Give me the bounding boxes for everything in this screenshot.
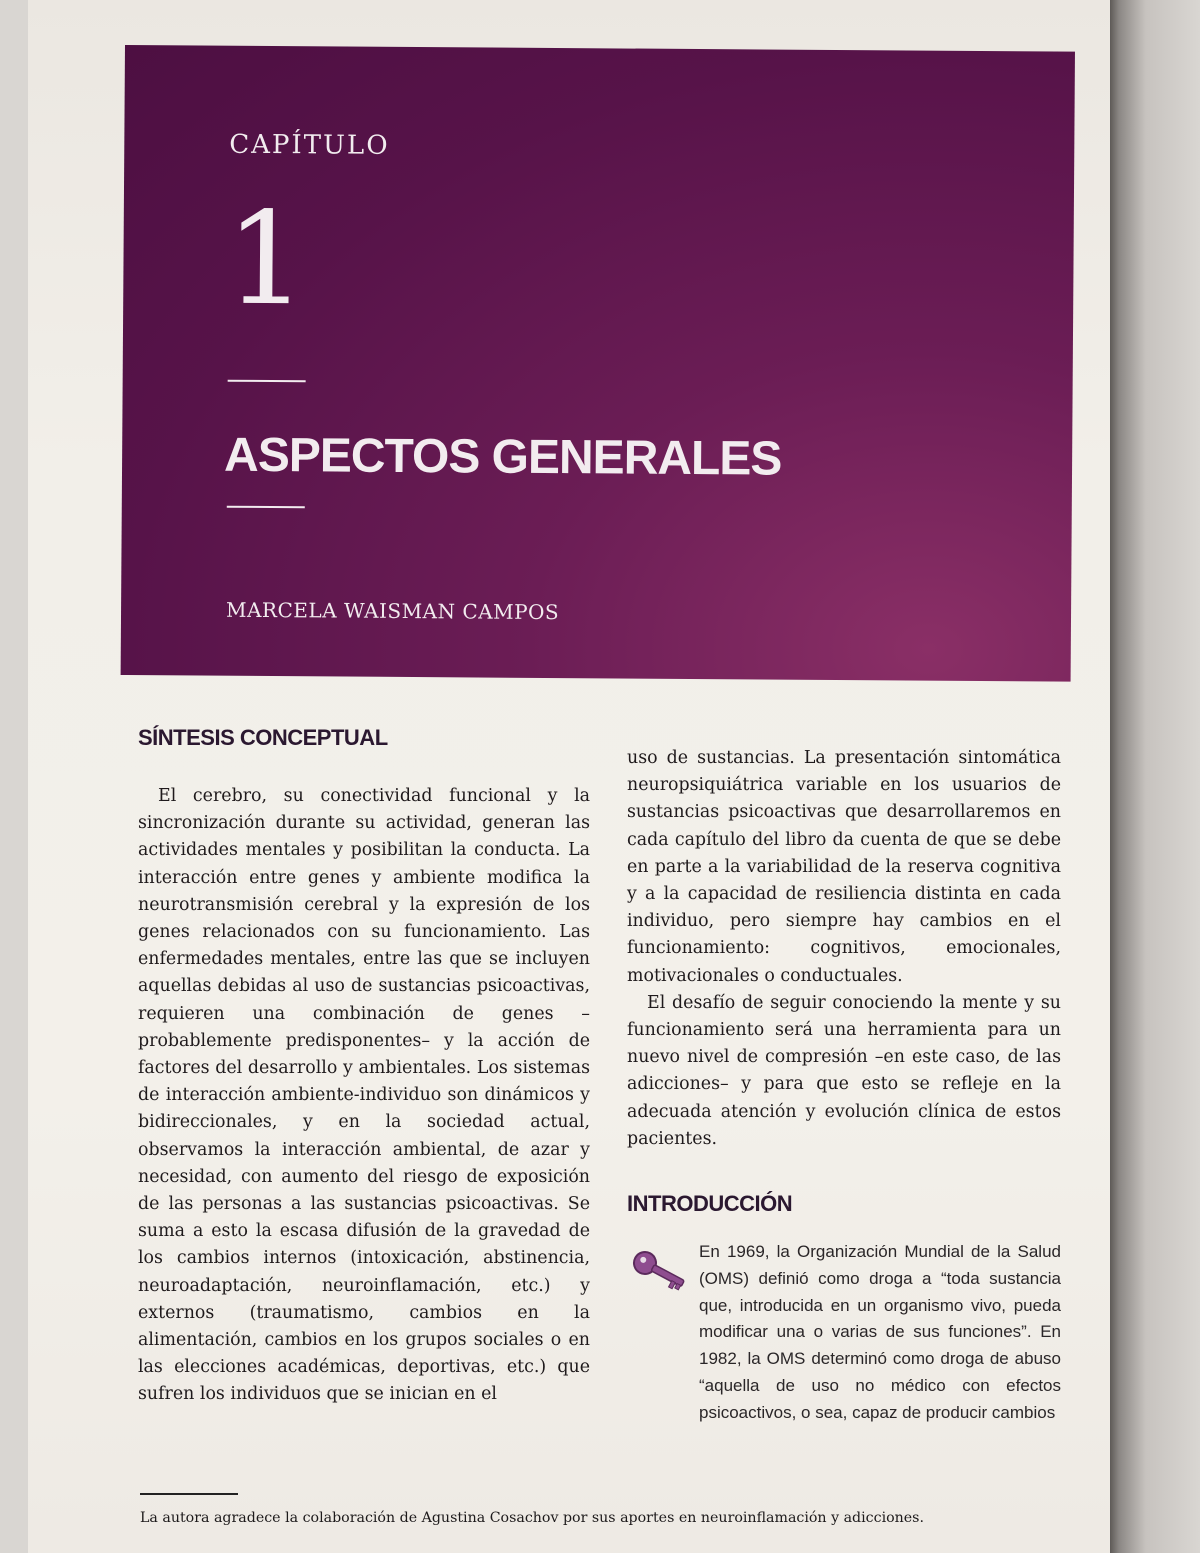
introduction-block (627, 1239, 1061, 1427)
left-column (138, 725, 590, 1409)
chapter-title: ASPECTOS GENERALES (223, 428, 782, 486)
title-rule-bottom (227, 506, 305, 509)
synthesis-paragraph-continued: uso de sustancias. La presentación sintomática neuropsiquiátrica variable en los usuarios de sustancias psicoactivas que desarrollaremos en cada capítulo del libro da cuenta de que se debe en parte a la variabilidad de la reserva cognitiva y a la capacidad de resiliencia distinta en cada individuo, pero siempre hay cambios en el funcionamiento: cognitivos, emocionales, motivacionales o conductuales. (627, 748, 1061, 986)
synthesis-heading: SÍNTESIS CONCEPTUAL (138, 725, 388, 750)
synthesis-paragraph-left: El cerebro, su conectividad funcional y la sincronización durante su actividad, generan las actividades mentales y posibilitan la conducta. La interacción entre genes y ambiente modifica la neurotransmisión cerebral y la expresión de los genes relacionados con su funcionamiento. Las enfermedades mentales, entre las que se incluyen aquellas debidas al uso de sustancias psicoactivas, requieren una combinación de genes –probablemente predisponentes– y la acción de factores del desarrollo y ambientales. Los sistemas de interacción ambiente-individuo son dinámicos y bidireccionales, y en la sociedad actual, observamos la interacción ambiental, de azar y necesidad, con aumento del riesgo de exposición de las personas a las sustancias psicoactivas. Se suma a esto la escasa difusión de la gravedad de los cambios internos (intoxicación, abstinencia, neuroadaptación, neuroinflamación, etc.) y externos (traumatismo, cambios en la alimentación, cambios en los grupos sociales o en las elecciones académicas, deportivas, etc.) que sufren los individuos que se inician en el (138, 786, 590, 1405)
title-rule-top (228, 380, 306, 383)
footnote-rule (140, 1493, 238, 1495)
chapter-number: 1 (224, 184, 308, 335)
introduction-text: En 1969, la Organización Mundial de la Salud (OMS) definió como droga a “toda sustancia que, introducida en un organismo vivo, pueda modificar una o varias de sus funciones”. En 1982, la OMS determinó como droga de abuso “aquella de uso no médico con efectos psicoactivos, o sea, capaz de producir cambios (699, 1242, 1061, 1422)
key-icon (627, 1249, 693, 1293)
synthesis-paragraph-2: El desafío de seguir conociendo la mente y su funcionamiento será una herramienta para un nuevo nivel de compresión –en este caso, de las adicciones– y para que esto se refleje en la adecuada atención y evolución clínica de estos pacientes. (627, 992, 1061, 1149)
page-edge-shadow (1110, 0, 1200, 1553)
right-column (627, 745, 1061, 1427)
introduction-heading: INTRODUCCIÓN (627, 1191, 793, 1217)
footnote: La autora agradece la colaboración de Agustina Cosachov por sus aportes en neuroinflamación y adicciones. (140, 1510, 924, 1526)
chapter-header (121, 45, 1075, 682)
chapter-label: CAPÍTULO (229, 129, 390, 161)
chapter-author: MARCELA WAISMAN CAMPOS (225, 597, 560, 625)
